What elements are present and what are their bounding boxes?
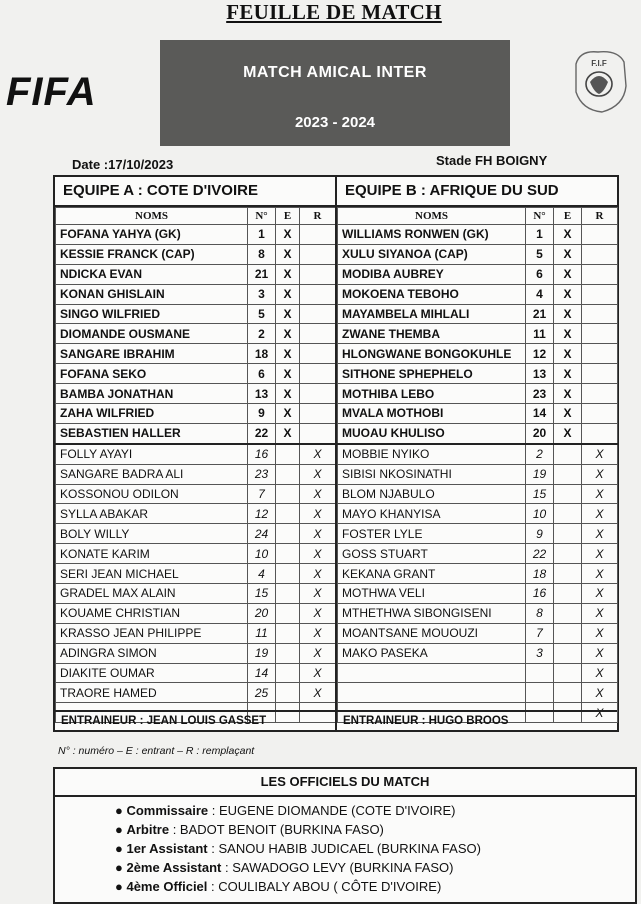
player-name: GOSS STUART [338,544,526,564]
player-row [338,603,618,623]
entrant-mark: X [554,364,582,384]
player-name: MOANTSANE MOUOUZI [338,623,526,643]
entrant-mark: X [276,423,300,443]
player-number: 1 [248,225,276,245]
match-date: Date :17/10/2023 [72,157,174,172]
player-name: SINGO WILFRIED [56,304,248,324]
remplacant-mark: X [582,544,618,564]
player-number: 25 [248,683,276,703]
entrant-mark [276,544,300,564]
entrant-mark [276,603,300,623]
entrant-mark [276,564,300,584]
entrant-mark: X [554,244,582,264]
player-row [338,504,618,524]
remplacant-mark [300,244,336,264]
entrant-mark: X [276,404,300,424]
player-row [338,404,618,424]
player-name: MUOAU KHULISO [338,423,526,443]
entrant-mark: X [554,284,582,304]
player-name: HLONGWANE BONGOKUHLE [338,344,526,364]
player-row [56,264,336,284]
entrant-mark: X [276,304,300,324]
player-row [56,444,336,464]
remplacant-mark [582,304,618,324]
player-number: 4 [526,284,554,304]
player-name: BLOM NJABULO [338,484,526,504]
bullet-icon: ● [115,803,127,818]
player-name: FOFANA SEKO [56,364,248,384]
player-name: SANGARE IBRAHIM [56,344,248,364]
player-number: 11 [248,623,276,643]
player-name: SIBISI NKOSINATHI [338,464,526,484]
remplacant-mark [300,344,336,364]
player-row [338,304,618,324]
player-number: 19 [248,643,276,663]
player-number: 4 [248,564,276,584]
entrant-mark [276,584,300,604]
entrant-mark: X [276,244,300,264]
player-row [56,484,336,504]
official-role: Commissaire [126,803,209,818]
remplacant-mark: X [582,504,618,524]
federation-seal-icon [568,46,630,116]
match-venue: Stade FH BOIGNY [436,153,548,168]
bullet-icon: ● [115,822,127,837]
remplacant-mark [300,264,336,284]
officials-block [53,767,637,904]
team-b-coach: ENTRAINEUR : HUGO BROOS [337,710,617,730]
player-number: 13 [526,364,554,384]
player-number: 8 [248,244,276,264]
player-row [338,663,618,683]
banner-season: 2023 - 2024 [294,114,376,131]
player-name: ZAHA WILFRIED [56,404,248,424]
player-number: 21 [248,264,276,284]
remplacant-mark [300,304,336,324]
entrant-mark [554,623,582,643]
official-line [115,822,384,837]
player-row [338,344,618,364]
official-line [115,841,481,856]
remplacant-mark [582,404,618,424]
entrant-mark [276,484,300,504]
player-name: KEKANA GRANT [338,564,526,584]
player-row [56,663,336,683]
player-name: BAMBA JONATHAN [56,384,248,404]
entrant-mark: X [554,225,582,245]
player-name: TRAORE HAMED [56,683,248,703]
player-number: 1 [526,225,554,245]
player-name: SANGARE BADRA ALI [56,464,248,484]
player-name: KOSSONOU ODILON [56,484,248,504]
col-names: NOMS [338,208,526,225]
player-number: 10 [248,544,276,564]
player-row [56,244,336,264]
player-name: SERI JEAN MICHAEL [56,564,248,584]
player-number: 5 [248,304,276,324]
player-row [56,623,336,643]
entrant-mark [554,464,582,484]
remplacant-mark: X [300,643,336,663]
remplacant-mark: X [300,484,336,504]
entrant-mark [554,603,582,623]
remplacant-mark: X [582,663,618,683]
official-line [115,803,455,818]
entrant-mark [554,524,582,544]
entrant-mark: X [276,344,300,364]
player-row [56,423,336,443]
entrant-mark: X [276,284,300,304]
remplacant-mark: X [582,584,618,604]
col-remplacant: R [300,208,336,225]
player-row [338,444,618,464]
remplacant-mark: X [582,683,618,703]
bullet-icon: ● [115,841,127,856]
player-number: 14 [526,404,554,424]
player-row [338,484,618,504]
player-number: 20 [248,603,276,623]
banner-title: MATCH AMICAL INTER [243,64,427,81]
player-name: FOFANA YAHYA (GK) [56,225,248,245]
entrant-mark [554,444,582,464]
remplacant-mark: X [300,623,336,643]
player-number: 6 [526,264,554,284]
player-row [56,544,336,564]
player-name: MAKO PASEKA [338,643,526,663]
player-row [56,404,336,424]
player-number: 15 [248,584,276,604]
player-name: ZWANE THEMBA [338,324,526,344]
player-row [338,623,618,643]
entrant-mark: X [554,404,582,424]
entrant-mark: X [276,264,300,284]
player-number: 22 [526,544,554,564]
entrant-mark: X [276,384,300,404]
player-row [56,603,336,623]
roster-header-row [338,208,618,225]
remplacant-mark [300,404,336,424]
player-row [56,464,336,484]
remplacant-mark: X [582,484,618,504]
player-number: 7 [526,623,554,643]
player-name: MAYAMBELA MIHLALI [338,304,526,324]
player-number: 20 [526,423,554,443]
roster-header-row [56,208,336,225]
player-row [56,225,336,245]
player-name: FOSTER LYLE [338,524,526,544]
entrant-mark [554,484,582,504]
col-names: NOMS [56,208,248,225]
entrant-mark [554,643,582,663]
player-name [338,683,526,703]
remplacant-mark: X [582,564,618,584]
official-name: : BADOT BENOIT (BURKINA FASO) [169,822,384,837]
player-name: WILLIAMS RONWEN (GK) [338,225,526,245]
player-number: 14 [248,663,276,683]
player-name: SEBASTIEN HALLER [56,423,248,443]
remplacant-mark [582,384,618,404]
player-name: GRADEL MAX ALAIN [56,584,248,604]
remplacant-mark: X [300,603,336,623]
player-number: 15 [526,484,554,504]
player-row [338,564,618,584]
player-row [56,683,336,703]
match-banner [160,40,510,146]
player-number: 21 [526,304,554,324]
entrant-mark [554,584,582,604]
remplacant-mark [582,344,618,364]
entrant-mark [276,623,300,643]
player-number: 9 [526,524,554,544]
col-number: N° [526,208,554,225]
team-b-roster [337,207,618,723]
player-name: KESSIE FRANCK (CAP) [56,244,248,264]
player-name: SYLLA ABAKAR [56,504,248,524]
team-b-block [335,175,619,732]
player-number [526,663,554,683]
player-row [56,504,336,524]
remplacant-mark [300,384,336,404]
player-number: 8 [526,603,554,623]
player-name: XULU SIYANOA (CAP) [338,244,526,264]
player-number: 2 [248,324,276,344]
player-row [56,364,336,384]
player-number: 16 [248,444,276,464]
player-name: MOBBIE NYIKO [338,444,526,464]
player-number: 5 [526,244,554,264]
player-name: ADINGRA SIMON [56,643,248,663]
remplacant-mark: X [300,464,336,484]
col-number: N° [248,208,276,225]
player-name: MOKOENA TEBOHO [338,284,526,304]
player-row [338,584,618,604]
remplacant-mark [582,364,618,384]
player-row [338,364,618,384]
player-row [338,384,618,404]
remplacant-mark [582,423,618,443]
team-b-title: EQUIPE B : AFRIQUE DU SUD [337,177,617,207]
officials-title: LES OFFICIELS DU MATCH [55,769,635,797]
remplacant-mark: X [300,564,336,584]
remplacant-mark: X [300,544,336,564]
player-row [56,324,336,344]
page-title: FEUILLE DE MATCH [226,0,442,24]
player-row [56,524,336,544]
official-name: : SAWADOGO LEVY (BURKINA FASO) [221,860,454,875]
player-name: DIOMANDE OUSMANE [56,324,248,344]
entrant-mark [276,663,300,683]
remplacant-mark: X [300,444,336,464]
player-number: 2 [526,444,554,464]
player-number: 12 [526,344,554,364]
player-row [338,284,618,304]
entrant-mark: X [554,384,582,404]
entrant-mark: X [554,423,582,443]
player-number: 7 [248,484,276,504]
player-row [338,464,618,484]
team-a-roster [55,207,336,723]
official-name: : SANOU HABIB JUDICAEL (BURKINA FASO) [207,841,481,856]
player-row [56,304,336,324]
player-number: 24 [248,524,276,544]
player-number: 18 [248,344,276,364]
entrant-mark: X [554,324,582,344]
player-row [56,344,336,364]
player-number: 18 [526,564,554,584]
remplacant-mark [300,225,336,245]
entrant-mark [554,544,582,564]
player-row [338,524,618,544]
player-row [338,244,618,264]
legend: N° : numéro – E : entrant – R : remplaçant [58,745,255,757]
player-row [338,324,618,344]
remplacant-mark [300,284,336,304]
seal-text: F.I.F [591,59,607,68]
player-row [338,264,618,284]
player-row [338,225,618,245]
player-row [56,643,336,663]
entrant-mark: X [276,324,300,344]
remplacant-mark: X [300,584,336,604]
player-number: 9 [248,404,276,424]
player-number: 12 [248,504,276,524]
player-name: KONAN GHISLAIN [56,284,248,304]
player-number: 22 [248,423,276,443]
official-line [115,860,454,875]
player-name: MOTHWA VELI [338,584,526,604]
official-role: 2ème Assistant [126,860,222,875]
remplacant-mark: X [300,524,336,544]
player-number [526,683,554,703]
col-entrant: E [276,208,300,225]
player-name: MOTHIBA LEBO [338,384,526,404]
official-name: : COULIBALY ABOU ( CÔTE D'IVOIRE) [207,879,442,894]
entrant-mark [276,683,300,703]
remplacant-mark: X [582,703,618,723]
entrant-mark [276,444,300,464]
player-row [56,584,336,604]
player-number: 6 [248,364,276,384]
bullet-icon: ● [115,860,127,875]
official-role: Arbitre [126,822,170,837]
remplacant-mark: X [300,683,336,703]
entrant-mark [554,683,582,703]
remplacant-mark [582,244,618,264]
player-name: KOUAME CHRISTIAN [56,603,248,623]
remplacant-mark [582,225,618,245]
player-name: DIAKITE OUMAR [56,663,248,683]
player-row [338,643,618,663]
player-name: MTHETHWA SIBONGISENI [338,603,526,623]
remplacant-mark: X [300,504,336,524]
remplacant-mark: X [582,464,618,484]
player-number: 13 [248,384,276,404]
col-entrant: E [554,208,582,225]
entrant-mark [554,663,582,683]
player-row [56,384,336,404]
official-role: 4ème Officiel [126,879,208,894]
entrant-mark [276,643,300,663]
remplacant-mark: X [582,623,618,643]
player-row [56,564,336,584]
player-name [338,663,526,683]
remplacant-mark: X [582,603,618,623]
entrant-mark: X [554,264,582,284]
remplacant-mark [582,264,618,284]
entrant-mark: X [554,344,582,364]
player-number: 19 [526,464,554,484]
bullet-icon: ● [115,879,127,894]
player-row [338,683,618,703]
remplacant-mark [300,423,336,443]
entrant-mark [276,464,300,484]
player-name: KONATE KARIM [56,544,248,564]
team-a-title: EQUIPE A : COTE D'IVOIRE [55,177,335,207]
remplacant-mark [300,364,336,384]
entrant-mark: X [276,225,300,245]
team-a-block [53,175,337,732]
player-number: 3 [248,284,276,304]
remplacant-mark: X [582,524,618,544]
player-number: 3 [526,643,554,663]
remplacant-mark: X [300,663,336,683]
player-number: 23 [526,384,554,404]
player-number: 11 [526,324,554,344]
player-name: SITHONE SPHEPHELO [338,364,526,384]
player-name: MAYO KHANYISA [338,504,526,524]
remplacant-mark [300,324,336,344]
player-number: 16 [526,584,554,604]
entrant-mark: X [276,364,300,384]
player-number: 10 [526,504,554,524]
official-line [115,879,441,894]
official-name: : EUGENE DIOMANDE (COTE D'IVOIRE) [208,803,456,818]
player-row [56,284,336,304]
entrant-mark [554,564,582,584]
player-number: 23 [248,464,276,484]
official-role: 1er Assistant [126,841,208,856]
player-name: MVALA MOTHOBI [338,404,526,424]
team-a-coach: ENTRAINEUR : JEAN LOUIS GASSET [55,710,335,730]
entrant-mark: X [554,304,582,324]
player-name: KRASSO JEAN PHILIPPE [56,623,248,643]
remplacant-mark: X [582,444,618,464]
remplacant-mark [582,284,618,304]
remplacant-mark: X [582,643,618,663]
entrant-mark [276,524,300,544]
player-name: NDICKA EVAN [56,264,248,284]
entrant-mark [276,504,300,524]
player-name: MODIBA AUBREY [338,264,526,284]
player-row [338,544,618,564]
entrant-mark [554,504,582,524]
remplacant-mark [582,324,618,344]
player-name: BOLY WILLY [56,524,248,544]
col-remplacant: R [582,208,618,225]
fifa-logo: FIFA [6,70,97,114]
player-name: FOLLY AYAYI [56,444,248,464]
player-row [338,423,618,443]
